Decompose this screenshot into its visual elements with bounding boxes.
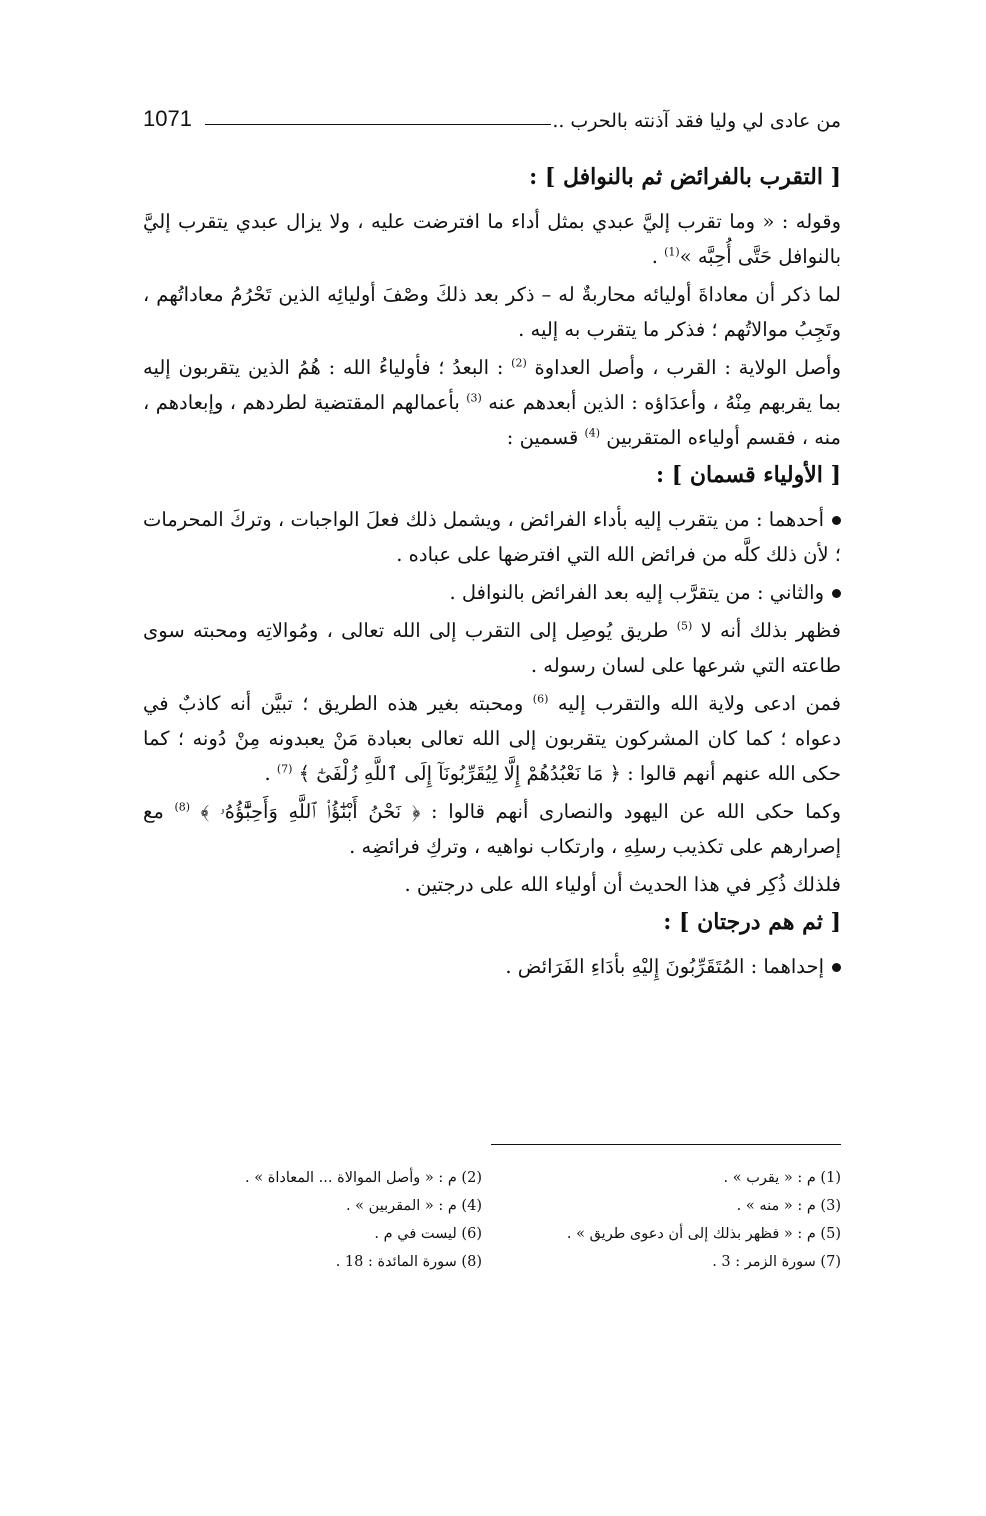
footnote-ref: (4) (584, 426, 601, 440)
paragraph-text: فظهر بذلك أنه لا (692, 619, 841, 642)
bullet-icon (832, 589, 841, 598)
section-heading: [ الأولياء قسمان ] : (656, 462, 841, 488)
paragraph-text: : البعدُ ؛ فأولياءُ الله : هُمُ الذين يتقربون إليه بما يقربهم مِنْهُ ، وأعدَاؤه : الذين أبعدهم عنه (143, 356, 841, 414)
footnotes (143, 1167, 841, 1273)
paragraph (143, 613, 841, 683)
paragraph: لما ذكر أن معاداةَ أوليائه محاربةٌ له – ذكر بعد ذلكَ وصْفَ أوليائِه الذين تَحْرُمُ معاداتُهم ، وتَجِبُ موالاتُهم ؛ فذكر ما يتقرب به إليه . (143, 283, 841, 341)
paragraph-text: . (264, 762, 277, 785)
running-header (143, 106, 841, 136)
footnote: (1) م : « يقرب » . (723, 1170, 841, 1186)
paragraph-text: . (651, 245, 665, 268)
paragraph-text: وكما حكى الله عن اليهود والنصارى أنهم قالوا : ﴿ نَحْنُ أَبْنَٰٓؤُا۟ ٱللَّهِ وَأَحِبَّٰٓؤُهُۥ ﴾ (190, 800, 841, 823)
footnote: (6) ليست في م . (374, 1226, 482, 1242)
paragraph-text: بأعمالهم المقتضية لطردهم ، وإبعادهم ، منه ، فقسم أولياءه المتقربين (143, 391, 841, 449)
footnote: (7) سورة الزمر : 3 . (712, 1254, 841, 1270)
footnote: (3) م : « منه » . (736, 1198, 841, 1214)
paragraph-text: فمن ادعى ولاية الله والتقرب إليه (548, 692, 841, 715)
main-text (143, 160, 841, 987)
bullet-icon (832, 516, 841, 525)
paragraph: فلذلك ذُكِر في هذا الحديث أن أولياء الله على درجتين . (404, 873, 841, 896)
footnote-ref: (8) (174, 800, 191, 814)
paragraph-text: ومحبته بغير هذه الطريق ؛ تبيَّن أنه كاذبٌ في دعواه ؛ كما كان المشركون يتقربون إلى الله تعالى بعبادة مَنْ يعبدونه مِنْ دُونه ؛ كما حكى الله عنهم أنهم قالوا : ﴿ مَا نَعْبُدُهُمْ إِلَّا لِيُقَرِّبُونَآ إِلَى ٱللَّهِ زُلْفَىٰٓ ﴾ (143, 692, 841, 785)
footnote-separator (491, 1144, 841, 1145)
bullet-item (143, 949, 841, 984)
footnote: (5) م : « فظهر بذلك إلى أن دعوى طريق » . (566, 1226, 841, 1242)
section-heading: [ ثم هم درجتان ] : (663, 909, 841, 935)
section-heading: [ التقرب بالفرائض ثم بالنوافل ] : (529, 164, 841, 190)
bullet-text: إحداهما : المُتَقَرِّبُونَ إِليْهِ بأدَاءِ الفَرَائض . (505, 955, 824, 978)
bullet-item (143, 502, 841, 572)
header-rule (205, 124, 551, 125)
paragraph-text: قسمين : (506, 426, 585, 449)
bullet-text: والثاني : من يتقرَّب إليه بعد الفرائض بالنوافل . (449, 581, 824, 604)
footnote: (4) م : « المقربين » . (345, 1198, 482, 1214)
bullet-icon (832, 963, 841, 972)
footnote-ref: (5) (676, 619, 693, 633)
paragraph-text: مع إصرارهم على تكذيب رسلِهِ ، وارتكاب نواهيه ، وتركِ فرائضِه . (143, 800, 841, 858)
footnote-ref: (1) (664, 245, 680, 259)
footnote-ref: (7) (276, 762, 293, 776)
paragraph (143, 794, 841, 864)
footnote: (8) سورة المائدة : 18 . (335, 1254, 482, 1270)
bullet-item (143, 575, 841, 610)
running-header-title: من عادى لي وليا فقد آذنته بالحرب .. (552, 110, 841, 132)
footnote-ref: (2) (511, 356, 527, 370)
footnote: (2) م : « وأصل الموالاة ... المعاداة » . (245, 1170, 482, 1186)
paragraph-text: طريق يُوصِل إلى التقرب إلى الله تعالى ، ومُوالاتِه ومحبته سوى طاعته التي شرعها على لسان رسوله . (143, 619, 841, 677)
paragraph-text: وأصل الولاية : القرب ، وأصل العداوة (526, 356, 841, 379)
footnote-ref: (3) (466, 391, 482, 405)
paragraph (143, 204, 841, 274)
page-number: 1071 (143, 106, 192, 131)
paragraph-text: وقوله : « وما تقرب إليَّ عبدي بمثل أداء ما افترضت عليه ، ولا يزال عبدي يتقرب إليَّ بالنوافل حَتَّى أُحِبَّه » (143, 210, 841, 268)
bullet-text: أحدهما : من يتقرب إليه بأداء الفرائض ، ويشمل ذلك فعلَ الواجبات ، وتركَ المحرمات ؛ لأن ذلك كلَّه من فرائض الله التي افترضها على عباده . (143, 508, 841, 566)
paragraph (143, 686, 841, 791)
paragraph (143, 350, 841, 455)
footnote-ref: (6) (532, 692, 549, 706)
